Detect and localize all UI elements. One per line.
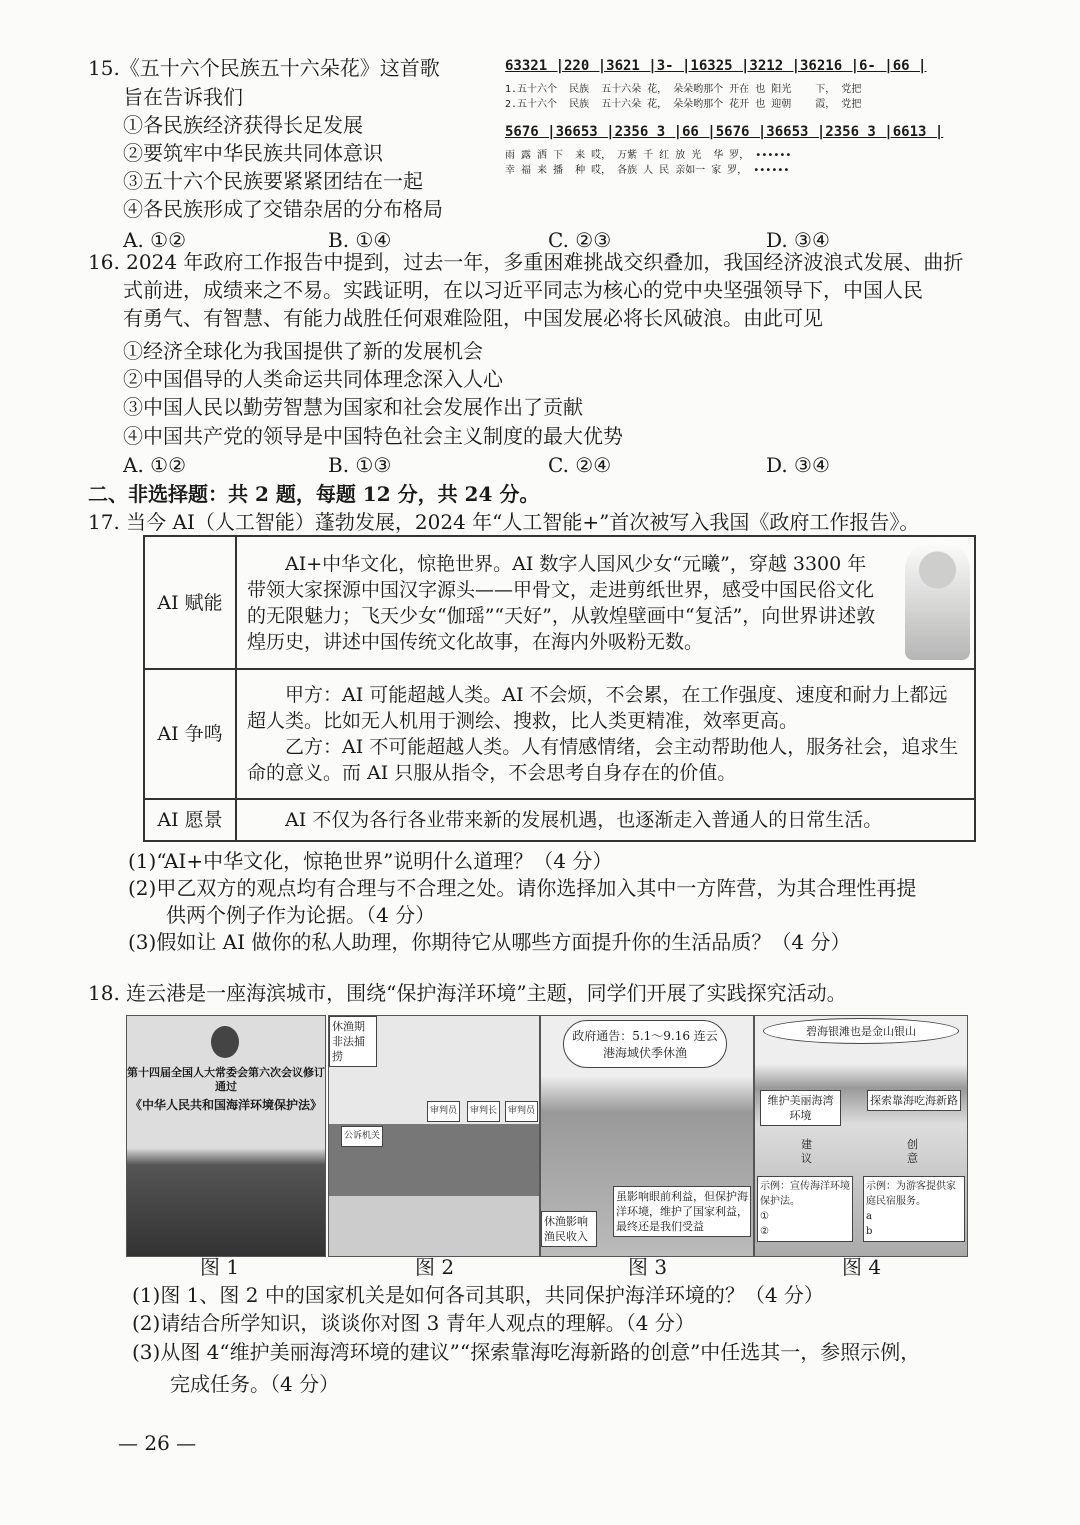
fig1-banner: 《中华人民共和国海洋环境保护法》: [129, 1098, 322, 1112]
fig2-speech: 休渔期非法捕捞: [329, 1016, 377, 1067]
q17-sub: (2)甲乙双方的观点均有合理与不合理之处。请你选择加入其中一方阵营，为其合理性再提: [128, 876, 917, 900]
fig4-title: 碧海银滩也是金山银山: [763, 1018, 959, 1044]
row-body: 甲方：AI 可能超越人类。AI 不会烦，不会累，在工作强度、速度和耐力上都远超人类。比如无人机用于测绘、搜救，比人类更精准，效率更高。: [247, 684, 948, 732]
page-number: — 26 —: [118, 1431, 197, 1455]
ai-table: [143, 535, 976, 842]
q17-block: [128, 535, 988, 956]
q15-stem: 旨在告诉我们: [123, 85, 243, 109]
q17-sub: 供两个例子作为论据。（4 分）: [166, 903, 436, 927]
q17-sub: (3)假如让 AI 做你的私人助理，你期待它从哪些方面提升你的生活品质？（4 分）: [128, 930, 851, 954]
q16-option-b: B. ①③: [328, 453, 392, 477]
row-body: AI 不仅为各行各业带来新的发展机遇，也逐渐走入普通人的日常生活。: [236, 799, 975, 841]
q16-item: ②中国倡导的人类命运共同体理念深入人心: [123, 367, 503, 391]
fig3-young-speech: 虽影响眼前利益，但保护海洋环境，维护了国家利益，最终还是我们受益: [613, 1186, 751, 1237]
score-lyrics: 雨 露 洒 下 来 哎， 万紫 千 红 放 光 华 罗， ••••••: [505, 150, 792, 161]
fig3-cloud: 政府通告：5.1～9.16 连云港海域伏季休渔: [563, 1020, 727, 1068]
blank-b: b: [866, 1226, 873, 1237]
ai-girl-illustration: [905, 540, 970, 660]
fig1-banner: 第十四届全国人大常委会第六次会议修订通过: [127, 1066, 325, 1093]
fig2-sign: 审判员: [505, 1101, 538, 1122]
fig4-caption: 图 4: [842, 1255, 882, 1279]
row-body: 乙方：AI 不可能超越人类。人有情感情绪，会主动帮助他人，服务社会，追求生命的意义。而 AI 只服从指令，不会思考自身存在的价值。: [247, 736, 959, 784]
example-text: 示例：为游客提供家庭民宿服务。: [866, 1181, 956, 1207]
figure-4: [754, 1015, 968, 1257]
q17-stem: 17. 当今 AI（人工智能）蓬勃发展，2024 年“人工智能+”首次被写入我国《政府工作报告》。: [88, 510, 920, 534]
q18-sub: 完成任务。（4 分）: [170, 1372, 340, 1396]
fig4-arrow: 创意: [907, 1138, 918, 1165]
song-score: [505, 58, 985, 176]
q15-option-b: B. ①④: [328, 228, 392, 252]
blank-a: a: [866, 1211, 872, 1222]
q15-option-d: D. ③④: [766, 228, 830, 252]
q16-item: ①经济全球化为我国提供了新的发展机会: [123, 339, 483, 363]
fig4-box: 维护美丽海湾环境: [760, 1090, 841, 1126]
q15-stem: 15.《五十六个民族五十六朵花》这首歌: [88, 56, 440, 80]
q17-sub: (1)“AI+中华文化，惊艳世界”说明什么道理？（4 分）: [128, 849, 613, 873]
q15-item: ④各民族形成了交错杂居的分布格局: [123, 197, 443, 221]
fig2-caption: 图 2: [415, 1255, 455, 1279]
figure-2: [328, 1015, 540, 1257]
q15-option-c: C. ②③: [548, 228, 612, 252]
fig4-box: 探索靠海吃海新路: [867, 1090, 961, 1111]
q15-option-a: A. ①②: [123, 228, 187, 252]
national-emblem-icon: [211, 1026, 239, 1058]
fig2-sign: 公诉机关: [341, 1126, 383, 1147]
fig4-example: [863, 1176, 965, 1242]
q16-stem: 有勇气、有智慧、有能力战胜任何艰难险阻，中国发展必将长风破浪。由此可见: [123, 306, 823, 330]
row-head: AI 争鸣: [144, 669, 236, 799]
q15-item: ③五十六个民族要紧紧团结在一起: [123, 169, 423, 193]
score-notes: 63321 |220 |3621 |3- |16325 |3212 |36216 |6- |66 |: [505, 58, 927, 74]
q18-sub: (1)图 1、图 2 中的国家机关是如何各司其职，共同保护海洋环境的？（4 分）: [132, 1283, 824, 1307]
score-lyrics: 幸 福 来 播 种 哎， 各族 人 民 亲如一 家 罗， ••••••: [505, 165, 790, 176]
row-head: AI 赋能: [144, 536, 236, 669]
example-text: 示例：宣传海洋环境保护法。: [760, 1181, 850, 1207]
row-body: AI+中华文化，惊艳世界。AI 数字人国风少女“元曦”，穿越 3300 年带领大家探源中国汉字源头——甲骨文，走进剪纸世界，感受中国民俗文化的无限魅力；飞天少女“伽瑶”“天好”，从敦煌壁画中“复活”，向世界讲述敦煌历史，讲述中国传统文化故事，在海内外吸粉无数。: [236, 536, 975, 669]
fig4-example: [757, 1176, 853, 1242]
blank-1: ①: [760, 1211, 769, 1222]
score-notes: 5676 |36653 |2356 3 |66 |5676 |36653 |2356 3 |6613 |: [505, 124, 944, 140]
section-heading: 二、非选择题：共 2 题，每题 12 分，共 24 分。: [88, 482, 540, 506]
blank-2: ②: [760, 1226, 769, 1237]
row-head: AI 愿景: [144, 799, 236, 841]
q16-stem: 16. 2024 年政府工作报告中提到，过去一年，多重困难挑战交织叠加，我国经济波浪式发展、曲折: [88, 250, 964, 274]
q15-item: ②要筑牢中华民族共同体意识: [123, 141, 383, 165]
fig3-caption: 图 3: [628, 1255, 668, 1279]
score-lyrics: 2.五十六个 民族 五十六朵 花， 朵朵哟那个 花开 也 迎朝 霞， 党把: [505, 99, 862, 110]
figure-3: [540, 1015, 754, 1257]
q18-sub: (2)请结合所学知识，谈谈你对图 3 青年人观点的理解。（4 分）: [132, 1311, 695, 1335]
q16-stem: 式前进，成绩来之不易。实践证明，在以习近平同志为核心的党中央坚强领导下，中国人民: [123, 278, 923, 302]
fig1-banner-group: [127, 1066, 325, 1112]
q16-option-c: C. ②④: [548, 453, 612, 477]
q16-item: ④中国共产党的领导是中国特色社会主义制度的最大优势: [123, 424, 623, 448]
score-lyrics: 1.五十六个 民族 五十六朵 花， 朵朵哟那个 开在 也 阳光 下， 党把: [505, 84, 862, 95]
fig2-sign: 审判员: [427, 1101, 460, 1122]
q16-option-a: A. ①②: [123, 453, 187, 477]
fig1-caption: 图 1: [200, 1255, 240, 1279]
fig4-arrow: 建议: [801, 1138, 812, 1165]
q16-item: ③中国人民以勤劳智慧为国家和社会发展作出了贡献: [123, 395, 583, 419]
fig3-old-speech: 休渔影响渔民收入: [541, 1211, 597, 1247]
q15-item: ①各民族经济获得长足发展: [123, 113, 363, 137]
q16-option-d: D. ③④: [766, 453, 830, 477]
q18-sub: (3)从图 4“维护美丽海湾环境的建议”“探索靠海吃海新路的创意”中任选其一，参照示例，: [132, 1340, 921, 1364]
q18-stem: 18. 连云港是一座海滨城市，围绕“保护海洋环境”主题，同学们开展了实践探究活动。: [88, 981, 847, 1005]
figure-1: [126, 1015, 326, 1257]
fig2-sign: 审判长: [467, 1101, 500, 1122]
